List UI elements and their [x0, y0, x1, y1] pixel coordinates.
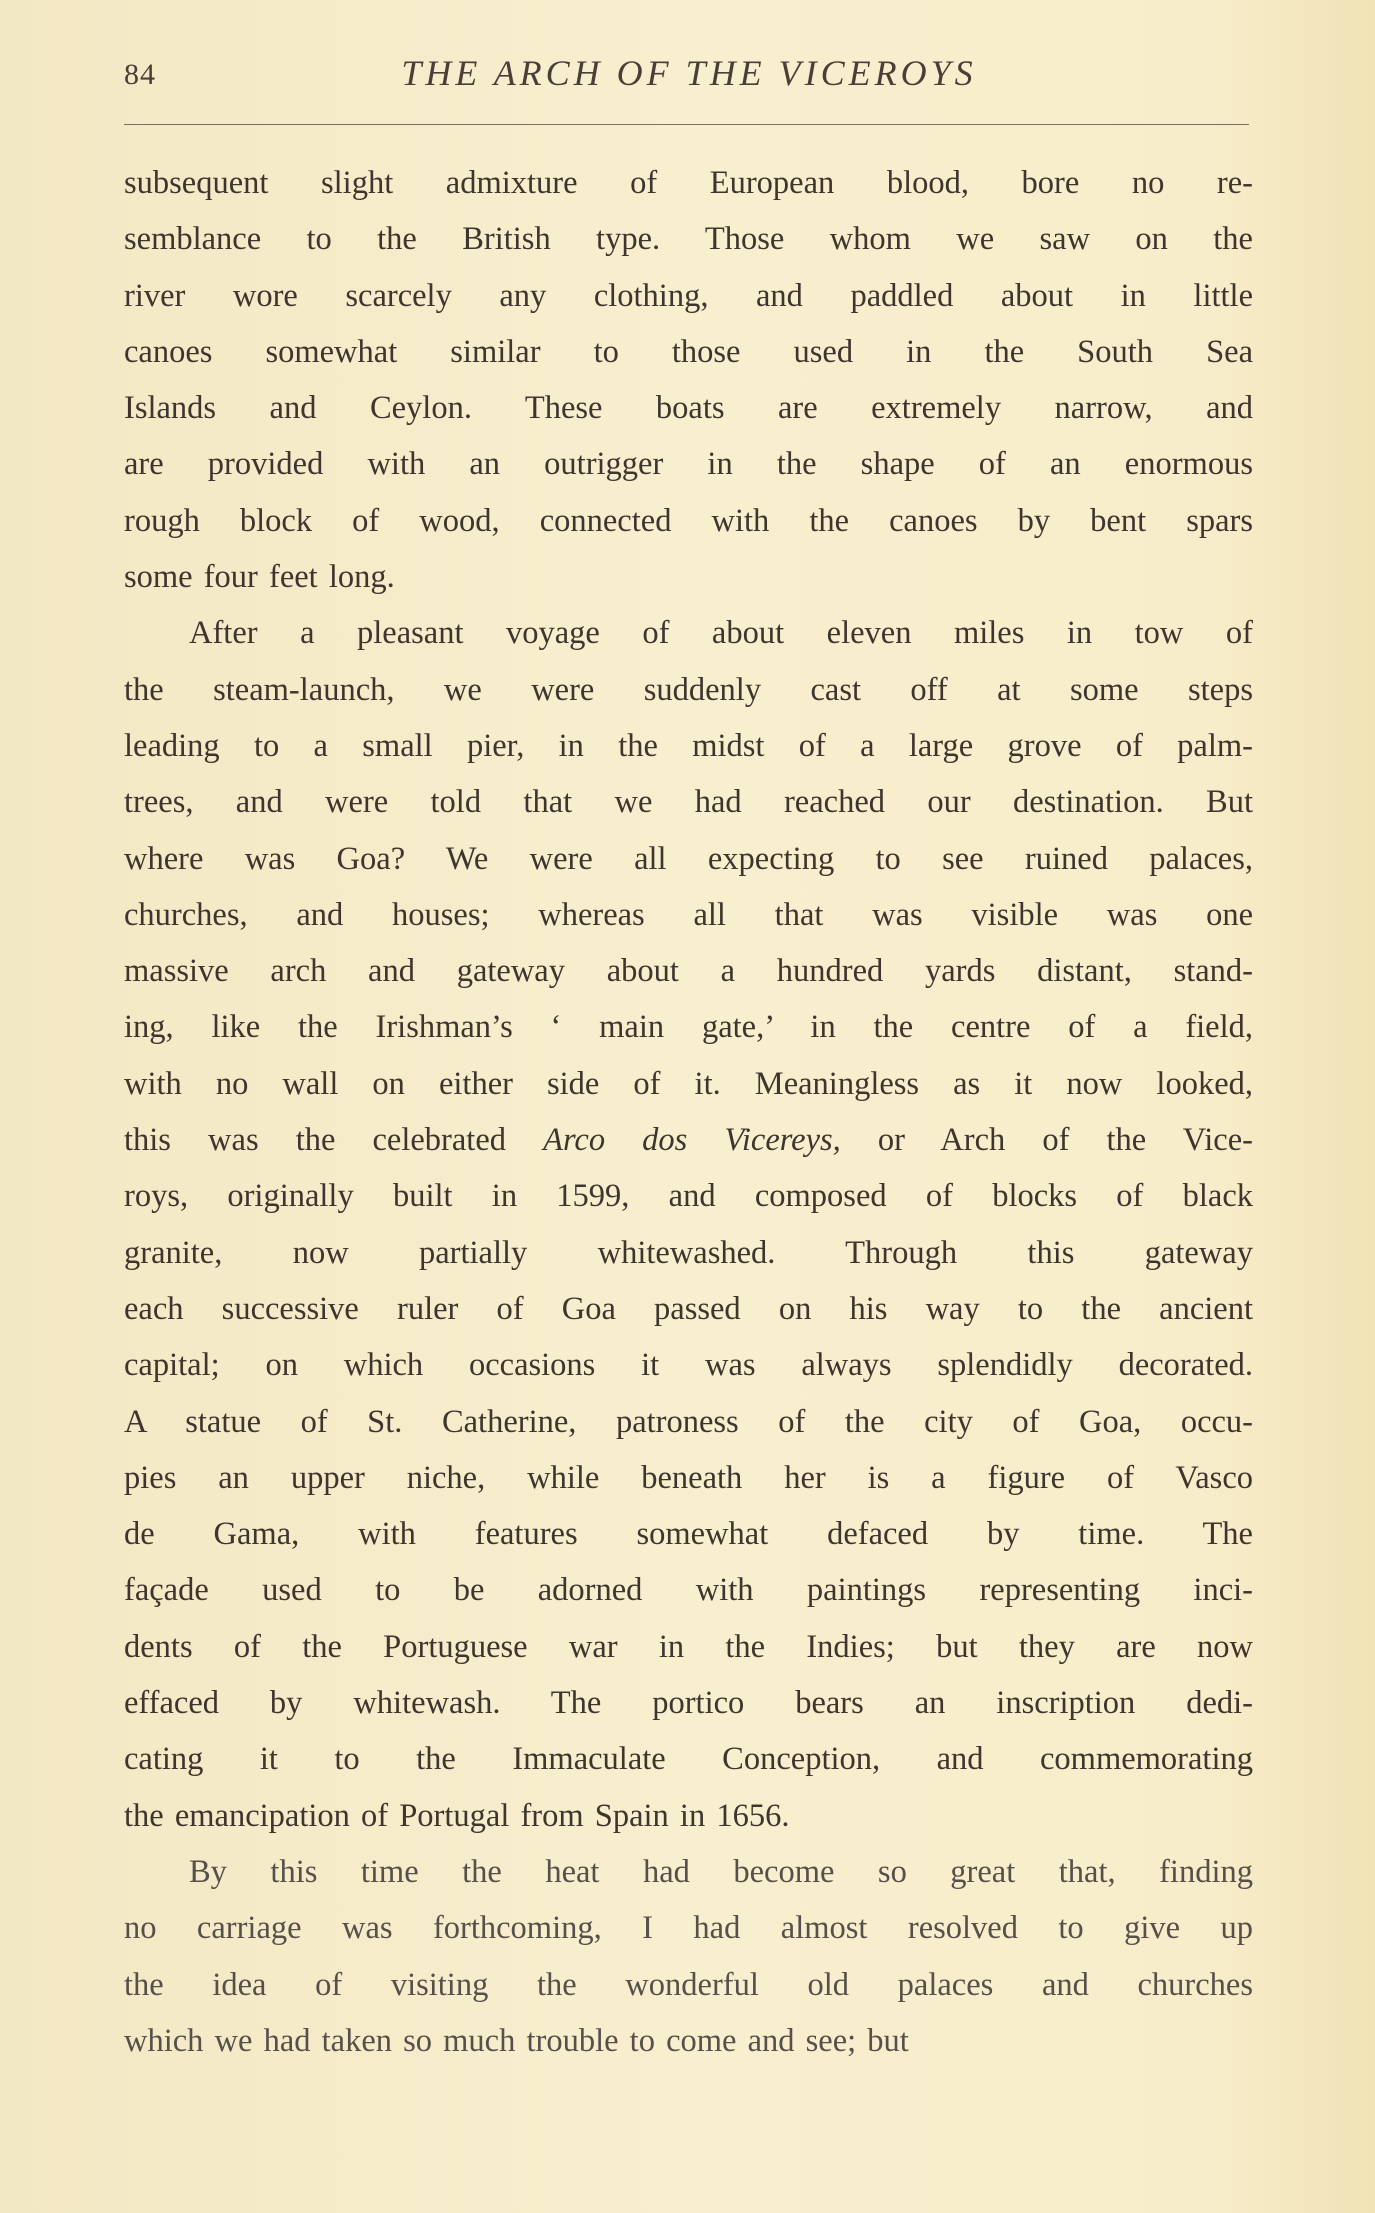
text-line: granite, now partially whitewashed. Through this gateway — [124, 1234, 1253, 1271]
text-line: Islands and Ceylon. These boats are extremely narrow, and — [124, 390, 1253, 427]
text-line: canoes somewhat similar to those used in the South Sea — [124, 333, 1253, 370]
running-head — [124, 52, 1254, 112]
text-line: After a pleasant voyage of about eleven miles in tow of — [189, 615, 1253, 652]
text-line: subsequent slight admixture of European blood, bore no re- — [124, 165, 1253, 201]
text-line: trees, and were told that we had reached our destination. But — [124, 784, 1253, 821]
text-line: cating it to the Immaculate Conception, and commemorating — [124, 1741, 1253, 1778]
header-rule — [124, 124, 1249, 125]
text-line: churches, and houses; whereas all that was visible was one — [124, 896, 1253, 933]
text-line: de Gama, with features somewhat defaced by time. The — [124, 1516, 1253, 1553]
text-line: are provided with an outrigger in the shape of an enormous — [124, 446, 1253, 483]
text-line: A statue of St. Catherine, patroness of the city of Goa, occu- — [124, 1403, 1253, 1440]
running-title: THE ARCH OF THE VICEROYS — [401, 53, 977, 93]
paragraph — [124, 605, 1253, 1844]
text-line: pies an upper niche, while beneath her is a figure of Vasco — [124, 1459, 1253, 1496]
text-segment: or Arch of the Vice- — [840, 1122, 1253, 1159]
text-line: each successive ruler of Goa passed on his way to the ancient — [124, 1290, 1253, 1327]
italic-phrase: Arco dos Vicereys, — [543, 1122, 841, 1159]
paragraph — [124, 155, 1253, 605]
text-line: roys, originally built in 1599, and composed of blocks of black — [124, 1178, 1253, 1215]
text-line: the emancipation of Portugal from Spain in 1656. — [124, 1797, 790, 1834]
body-text — [124, 155, 1253, 2069]
text-line: the steam-launch, we were suddenly cast off at some steps — [124, 671, 1253, 708]
text-line: façade used to be adorned with paintings representing inci- — [124, 1572, 1253, 1609]
text-line: the idea of visiting the wonderful old palaces and churches — [124, 1966, 1253, 2003]
text-line: rough block of wood, connected with the canoes by bent spars — [124, 502, 1253, 539]
text-line: massive arch and gateway about a hundred yards distant, stand- — [124, 953, 1253, 990]
text-line: some four feet long. — [124, 559, 395, 596]
text-line: By this time the heat had become so great that, finding — [189, 1853, 1253, 1890]
text-line: leading to a small pier, in the midst of a large grove of palm- — [124, 727, 1253, 764]
text-line — [124, 1112, 1253, 1168]
text-line: no carriage was forthcoming, I had almost resolved to give up — [124, 1910, 1253, 1947]
text-line: river wore scarcely any clothing, and paddled about in little — [124, 277, 1253, 314]
text-segment: this was the celebrated — [124, 1122, 544, 1159]
text-line: semblance to the British type. Those whom we saw on the — [124, 221, 1253, 258]
text-line: ing, like the Irishman’s ‘ main gate,’ in the centre of a field, — [124, 1009, 1253, 1046]
text-line: which we had taken so much trouble to come and see; but — [124, 2022, 909, 2059]
text-line: effaced by whitewash. The portico bears an inscription dedi- — [124, 1685, 1253, 1722]
text-line: capital; on which occasions it was always splendidly decorated. — [124, 1347, 1253, 1384]
text-line: with no wall on either side of it. Meaningless as it now looked, — [124, 1065, 1253, 1102]
text-line: dents of the Portuguese war in the Indies; but they are now — [124, 1628, 1253, 1665]
paragraph — [124, 1844, 1253, 2069]
page-number: 84 — [124, 58, 156, 91]
text-line: where was Goa? We were all expecting to see ruined palaces, — [124, 840, 1253, 877]
